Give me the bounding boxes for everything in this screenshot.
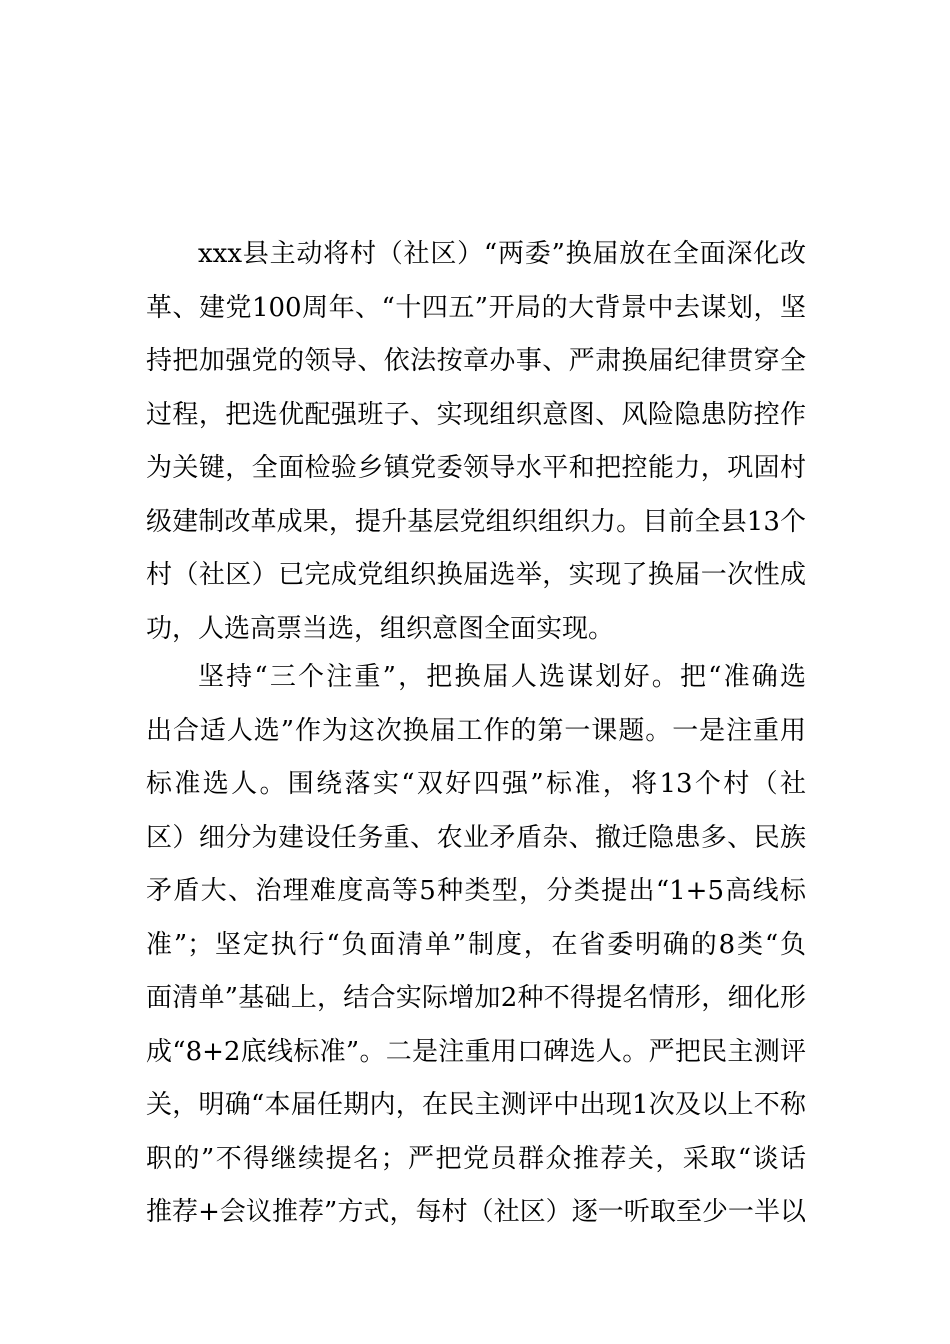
paragraph-line: 准”；坚定执行“负面清单”制度，在省委明确的8类“负 [146, 929, 806, 960]
paragraph-line: 级建制改革成果，提升基层党组织组织力。目前全县13个 [146, 506, 806, 537]
paragraph-line: 区）细分为建设任务重、农业矛盾杂、撤迁隐患多、民族 [146, 822, 806, 853]
paragraph-line: 功，人选高票当选，组织意图全面实现。 [146, 613, 615, 644]
paragraph-line: 关，明确“本届任期内，在民主测评中出现1次及以上不称 [146, 1090, 806, 1120]
paragraph-line: 持把加强党的领导、依法按章办事、严肃换届纪律贯穿全 [146, 346, 806, 376]
paragraph-line: 革、建党100周年、“十四五”开局的大背景中去谋划，坚 [146, 292, 806, 323]
paragraph-line: 矛盾大、治理难度高等5种类型，分类提出“1+5高线标 [146, 876, 806, 906]
paragraph-line: 过程，把选优配强班子、实现组织意图、风险隐患防控作 [146, 399, 806, 430]
paragraph-line: 面清单”基础上，结合实际增加2种不得提名情形，细化形 [146, 983, 806, 1013]
paragraph-line: 为关键，全面检验乡镇党委领导水平和把控能力，巩固村 [146, 453, 806, 483]
paragraph-line: 出合适人选”作为这次换届工作的第一课题。一是注重用 [146, 715, 806, 746]
paragraph-line: 成“8+2底线标准”。二是注重用口碑选人。严把民主测评 [146, 1036, 806, 1067]
paragraph-line: 职的”不得继续提名；严把党员群众推荐关，采取“谈话 [146, 1143, 806, 1174]
paragraph-line: 坚持“三个注重”，把换届人选谋划好。把“准确选 [198, 662, 806, 692]
paragraph-2 [146, 651, 806, 1240]
paragraph-line: xxx县主动将村（社区）“两委”换届放在全面深化改 [198, 239, 806, 269]
paragraph-line: 标准选人。围绕落实“双好四强”标准，将13个村（社 [146, 769, 806, 799]
paragraph-line: 村（社区）已完成党组织换届选举，实现了换届一次性成 [146, 560, 806, 590]
paragraph-line: 推荐+会议推荐”方式，每村（社区）逐一听取至少一半以 [146, 1197, 806, 1227]
paragraph-1 [146, 228, 806, 656]
